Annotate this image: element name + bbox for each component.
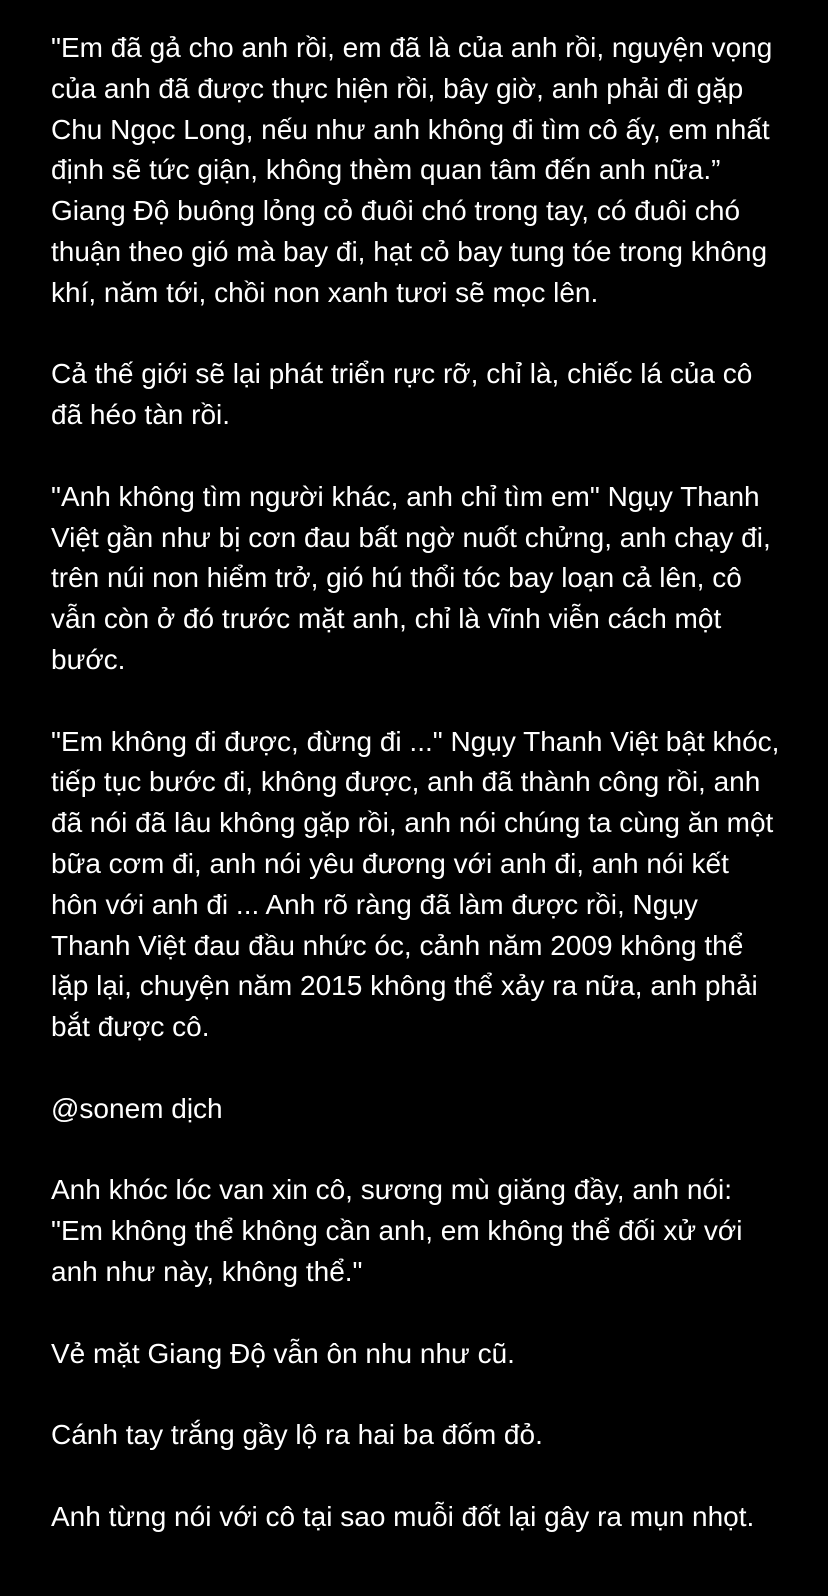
translator-credit: @sonem dịch <box>51 1092 223 1124</box>
paragraph-8: Cánh tay trắng gầy lộ ra hai ba đốm đỏ. <box>51 1419 543 1451</box>
paragraph-9: Anh từng nói với cô tại sao muỗi đốt lại gây ra mụn nhọt. <box>51 1500 755 1532</box>
paragraph-4: "Em không đi được, đừng đi ..." Ngụy Thanh Việt bật khóc, tiếp tục bước đi, không được, anh đã thành công rồi, anh đã nói đã lâu không gặp rồi, anh nói chúng ta cùng ăn một bữa cơm đi, anh nói yêu đương với anh đi, anh nói kết hôn với anh đi ... Anh rõ ràng đã làm được rồi, Ngụy Thanh Việt đau đầu nhức óc, cảnh năm 2009 không thể lặp lại, chuyện năm 2015 không thể xảy ra nữa, anh phải bắt được cô. <box>51 725 780 1043</box>
paragraph-7: Vẻ mặt Giang Độ vẫn ôn nhu như cũ. <box>51 1337 515 1369</box>
paragraph-1: "Em đã gả cho anh rồi, em đã là của anh rồi, nguyện vọng của anh đã được thực hiện rồi, bây giờ, anh phải đi gặp Chu Ngọc Long, nếu như anh không đi tìm cô ấy, em nhất định sẽ tức giận, không thèm quan tâm đến anh nữa.” Giang Độ buông lỏng cỏ đuôi chó trong tay, có đuôi chó thuận theo gió mà bay đi, hạt cỏ bay tung tóe trong không khí, năm tới, chồi non xanh tươi sẽ mọc lên. <box>51 32 773 308</box>
paragraph-3: "Anh không tìm người khác, anh chỉ tìm em" Ngụy Thanh Việt gần như bị cơn đau bất ngờ nuốt chửng, anh chạy đi, trên núi non hiểm trở, gió hú thổi tóc bay loạn cả lên, cô vẫn còn ở đó trước mặt anh, chỉ là vĩnh viễn cách một bước. <box>51 480 771 675</box>
paragraph-2: Cả thế giới sẽ lại phát triển rực rỡ, chỉ là, chiếc lá của cô đã héo tàn rồi. <box>51 358 753 431</box>
paragraph-6: Anh khóc lóc van xin cô, sương mù giăng đầy, anh nói: "Em không thể không cần anh, em không thể đối xử với anh như này, không thể." <box>51 1174 743 1287</box>
